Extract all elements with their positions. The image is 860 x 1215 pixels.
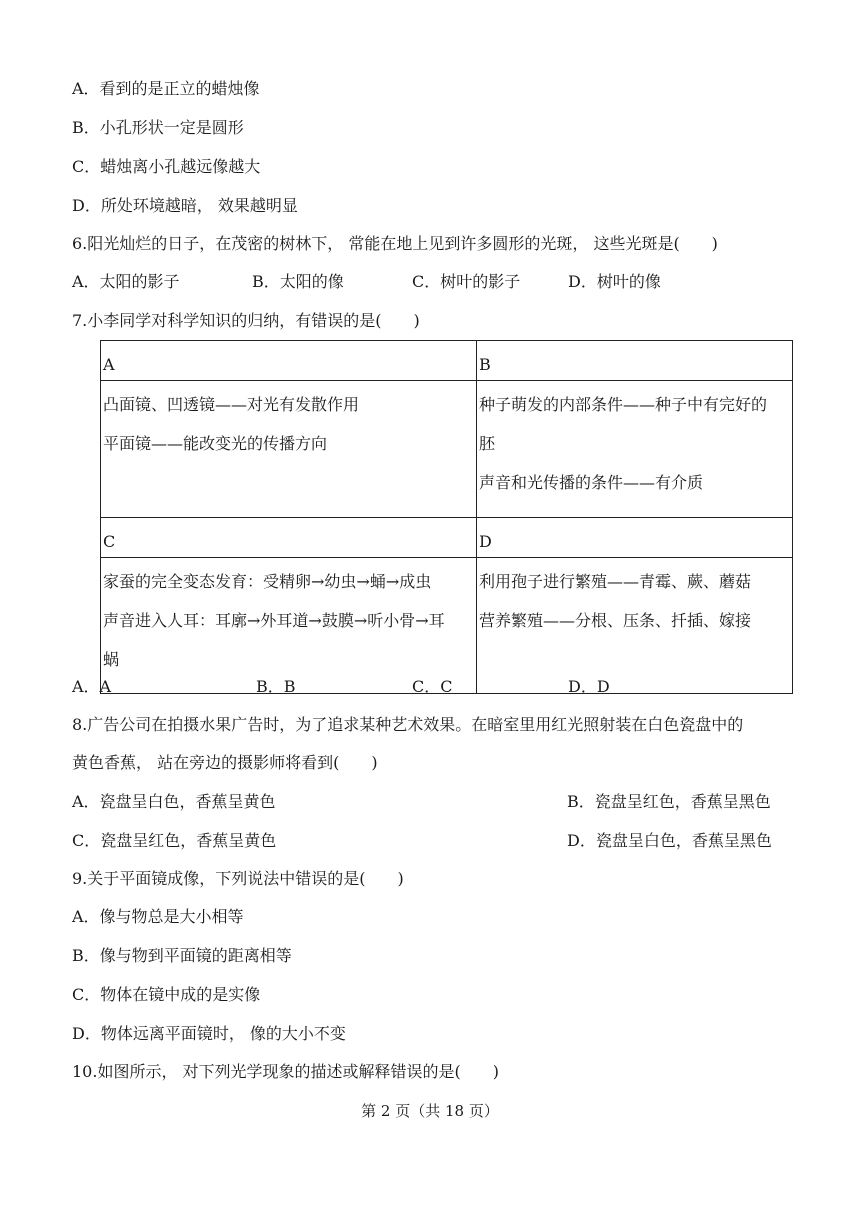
q5-option-a: A．看到的是正立的蜡烛像 <box>72 79 260 98</box>
q8-option-d: D．瓷盘呈白色，香蕉呈黑色 <box>567 831 772 850</box>
q7-option-b: B．B <box>256 677 296 696</box>
q6-option-c: C．树叶的影子 <box>412 272 521 291</box>
cell-c-header-text: C <box>103 532 116 551</box>
q9-stem: 9.关于平面镜成像，下列说法中错误的是( ) <box>72 869 404 888</box>
q7-option-c: C．C <box>412 677 453 696</box>
cell-d-line: 营养繁殖——分根、压条、扦插、嫁接 <box>479 611 752 630</box>
page-footer: 第 2 页（共 18 页） <box>361 1102 499 1120</box>
cell-b-line: 种子萌发的内部条件——种子中有完好的 <box>479 395 768 414</box>
cell-b-line: 声音和光传播的条件——有介质 <box>479 473 704 492</box>
q5-option-c: C．蜡烛离小孔越远像越大 <box>72 157 261 176</box>
cell-a-header-text: A <box>103 355 115 374</box>
q7-option-d: D．D <box>568 677 610 696</box>
q6-option-d: D．树叶的像 <box>568 272 661 291</box>
q8-stem-line2: 黄色香蕉， 站在旁边的摄影师将看到( ) <box>72 753 378 772</box>
q6-option-b: B．太阳的像 <box>252 272 344 291</box>
cell-b-header <box>477 341 793 381</box>
q8-stem-line1: 8.广告公司在拍摄水果广告时，为了追求某种艺术效果。在暗室里用红光照射装在白色瓷盘中的 <box>72 715 744 734</box>
cell-d-content <box>477 558 793 694</box>
cell-d-header-text: D <box>479 532 492 551</box>
cell-a-line: 凸面镜、凹透镜——对光有发散作用 <box>103 395 360 414</box>
q7-summary-table <box>100 340 793 694</box>
cell-a-content <box>101 381 477 518</box>
cell-c-header <box>101 518 477 558</box>
q8-option-a: A．瓷盘呈白色，香蕉呈黄色 <box>72 792 276 811</box>
q10-stem: 10.如图所示， 对下列光学现象的描述或解释错误的是( ) <box>72 1062 500 1081</box>
q5-option-b: B．小孔形状一定是圆形 <box>72 118 244 137</box>
cell-b-content <box>477 381 793 518</box>
cell-d-line: 利用孢子进行繁殖——青霉、蕨、蘑菇 <box>479 572 752 591</box>
q7-stem: 7.小李同学对科学知识的归纳，有错误的是( ) <box>72 311 420 330</box>
cell-a-line: 平面镜——能改变光的传播方向 <box>103 434 328 453</box>
cell-b-line: 胚 <box>479 434 496 453</box>
cell-d-header <box>477 518 793 558</box>
q8-option-b: B．瓷盘呈红色，香蕉呈黑色 <box>567 792 771 811</box>
q6-stem: 6.阳光灿烂的日子，在茂密的树林下， 常能在地上见到许多圆形的光斑， 这些光斑是( ) <box>72 234 718 253</box>
q6-option-a: A．太阳的影子 <box>72 272 180 291</box>
cell-a-header <box>101 341 477 381</box>
cell-c-content <box>101 558 477 694</box>
q8-option-c: C．瓷盘呈红色，香蕉呈黄色 <box>72 831 277 850</box>
q9-option-a: A．像与物总是大小相等 <box>72 907 244 926</box>
q9-option-c: C．物体在镜中成的是实像 <box>72 985 261 1004</box>
cell-c-line: 家蚕的完全变态发育：受精卵→幼虫→蛹→成虫 <box>103 572 432 591</box>
q7-option-a: A．A <box>72 677 112 696</box>
cell-b-header-text: B <box>479 355 491 374</box>
q9-option-b: B．像与物到平面镜的距离相等 <box>72 946 292 965</box>
cell-c-line: 蜗 <box>103 650 120 669</box>
q9-option-d: D．物体远离平面镜时， 像的大小不变 <box>72 1024 346 1043</box>
q5-option-d: D．所处环境越暗， 效果越明显 <box>72 196 298 215</box>
cell-c-line: 声音进入人耳：耳廓→外耳道→鼓膜→听小骨→耳 <box>103 611 445 630</box>
